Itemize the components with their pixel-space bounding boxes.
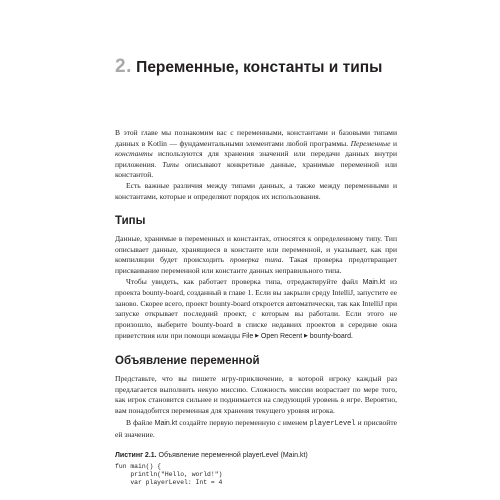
- menu-arrow-icon: ▶: [255, 333, 259, 339]
- text-run: и: [390, 138, 397, 148]
- text-run: и присвойте ей значение.: [115, 418, 397, 440]
- text-run: из проекта bounty-board, созданный в главе 1. Если вы закрыли среду IntelliJ, запустите ее заново. Скорее всего, проект bounty-board откроется автоматически, так как IntelliJ при запуске открывает последний проект, с которым вы работали. Если этого не произошло, выберите bounty-board в списке недавних проектов в середине окна приветствия или при помощи команды: [115, 276, 397, 340]
- declaration-paragraph-1: Представьте, что вы пишете игру-приключение, в которой игроку каждый раз предлагается выполнить некую миссию. Сложность миссии возрастает по мере того, как игрок становится сильнее и поднимается на следующий уровень в игре. Вероятно, вам понадобится переменная для хранения текущего уровня игрока.: [115, 374, 397, 415]
- text-run: Данные, хранимые в переменных и константах, относятся к определенному типу. Тип описывает данные, хранящиеся в константе или переменной, и указывает, как при компиляции будет происходить: [115, 234, 397, 265]
- section-heading-types: Типы: [115, 215, 146, 228]
- declaration-paragraph-2: [115, 418, 397, 440]
- file-name: Main.kt: [154, 420, 178, 428]
- listing-title: Объявление переменной playerLevel (Main.kt): [156, 451, 308, 459]
- term-variables: Переменные: [350, 138, 391, 148]
- code-line: println("Hello, world!"): [115, 470, 223, 478]
- term-constants: константы: [115, 149, 153, 159]
- term-type-checking: проверка типа: [229, 255, 282, 265]
- text-run: используются для хранения значений или передачи данных внутри приложения.: [115, 149, 397, 169]
- menu-open-recent: Open Recent: [260, 332, 303, 340]
- menu-file: File: [241, 332, 254, 340]
- chapter-title-text: Переменные, константы и типы: [136, 59, 383, 76]
- term-types: Типы: [162, 159, 179, 169]
- text-run: В этой главе мы познакомим вас с переменными, константами и базовыми типами данных в Kotlin — фундаментальными элементами любой программы.: [115, 128, 397, 148]
- code-line: fun main() {: [115, 462, 162, 470]
- listing-label: Листинг 2.1.: [115, 451, 157, 459]
- text-run: описывают конкретные данные, хранимые переменной или константой.: [115, 159, 397, 180]
- variable-name: playerLevel: [309, 420, 356, 429]
- types-paragraph-2: [115, 277, 397, 343]
- menu-arrow-icon: ▶: [304, 333, 308, 339]
- intro-paragraph-1: [115, 128, 397, 181]
- text-run: В файле: [126, 418, 155, 428]
- text-run: создайте первую переменную с именем: [177, 418, 310, 428]
- file-name: Main.kt: [362, 278, 386, 286]
- types-paragraph-1: [115, 234, 397, 276]
- section-heading-declaration: Объявление переменной: [115, 355, 260, 368]
- menu-project: bounty-board: [309, 332, 352, 340]
- text-run: .: [351, 330, 353, 340]
- page-content: [115, 128, 397, 487]
- code-listing: [115, 463, 397, 487]
- code-line: var playerLevel: Int = 4: [115, 478, 223, 486]
- listing-caption: [115, 451, 397, 460]
- intro-paragraph-2: Есть важные различия между типами данных, а также между переменными и константами, которые и определяют порядок их использования.: [115, 180, 397, 201]
- chapter-title: [115, 57, 405, 78]
- text-run: . Такая проверка предотвращает присваивание переменной или константе данных неправильного типа.: [115, 255, 397, 275]
- text-run: Чтобы увидеть, как работает проверка типа, отредактируйте файл: [126, 276, 363, 286]
- chapter-number: 2.: [115, 56, 132, 77]
